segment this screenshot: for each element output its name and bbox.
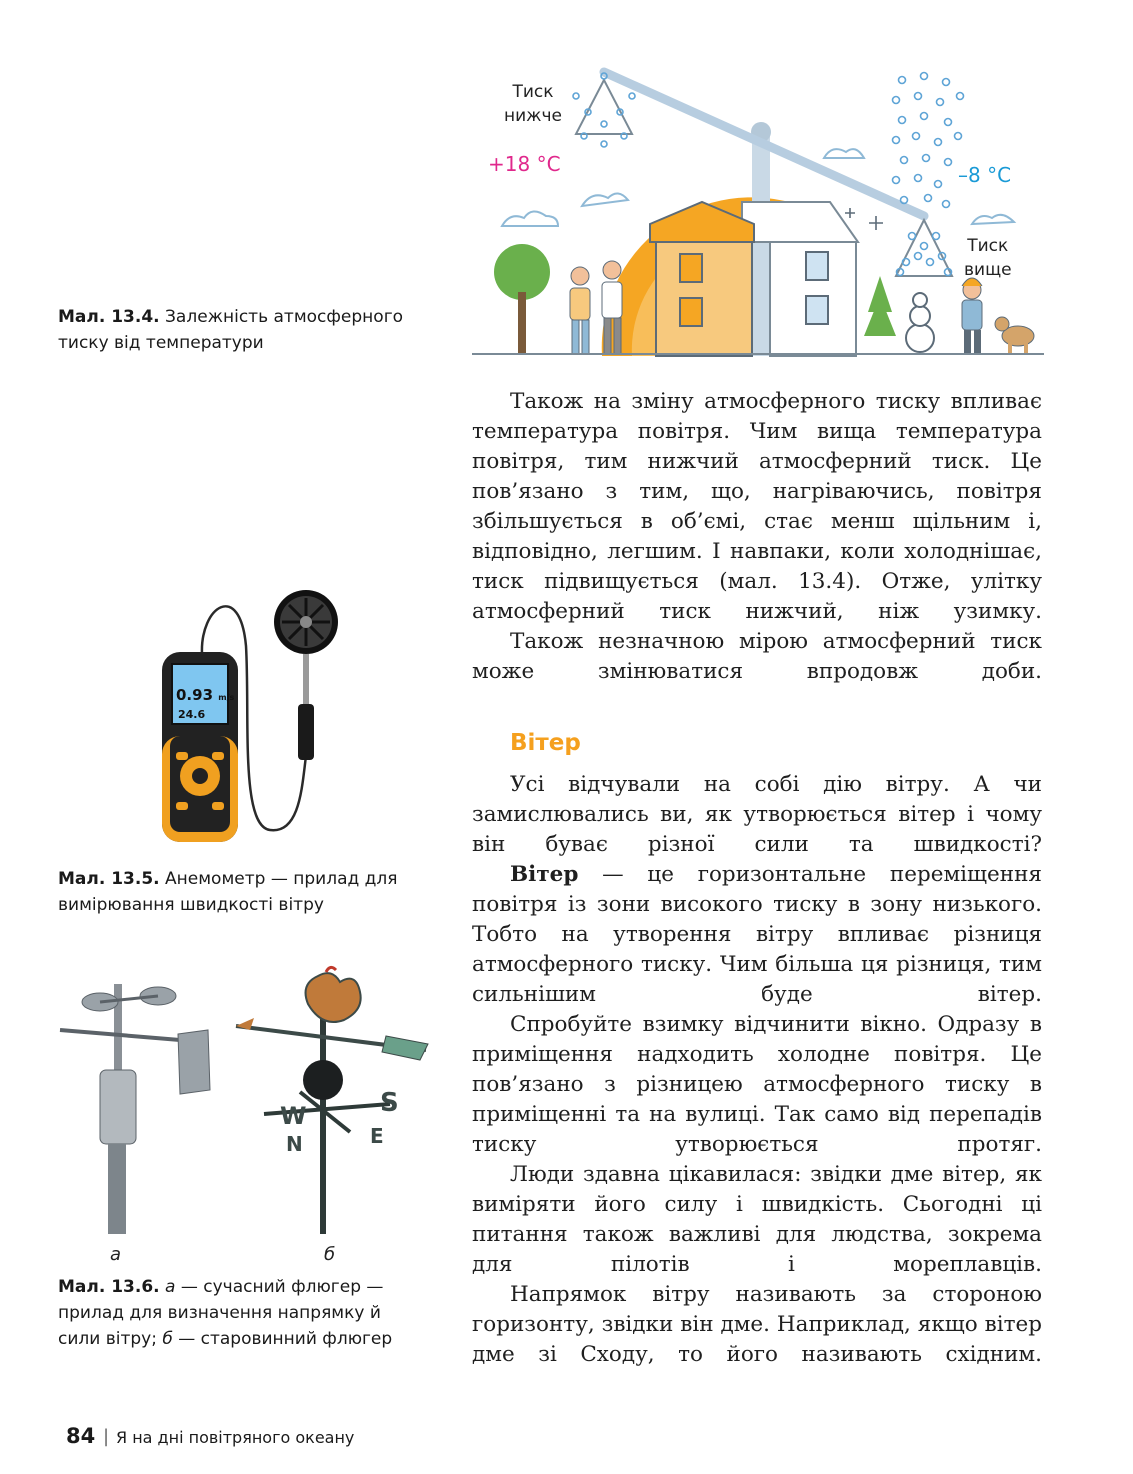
paragraph: Також на зміну атмосферного тиску впливає температура повітря. Чим вища температура повітря, тим нижчий атмосферний тиск. Це пов’язано з тим, що, нагріваючись, повітря збільшується в об’ємі, стає менш щільним і, відповідно, легшим. І навпаки, коли холоднішає, тиск підвищується (мал. 13.4). Отже, улітку атмосферний тиск нижчий, ніж узимку. (472, 389, 1042, 624)
caption-text: Залежність атмосферного тиску від температури (58, 307, 404, 353)
text-block-pressure (472, 387, 1042, 687)
dog-icon (995, 317, 1034, 354)
footer-separator: | (103, 1426, 110, 1447)
paragraph: Спробуйте взимку відчинити вікно. Одразу в приміщення надходить холодне повітря. Це пов’язано з різницею атмосферного тиску в приміщенні та на вулиці. Так само від перепадів тиску утворюється протяг. (472, 1012, 1042, 1157)
paragraph-definition: Вітер — це горизонтальне переміщення повітря із зони високого тиску в зону низького. Тобто на утворення вітру впливає різниця атмосферного тиску. Чим більша ця різниця, тим сильнішим буде вітер. (472, 862, 1042, 1007)
footer-section-title: Я на дні повітряного океану (116, 1428, 355, 1447)
temperature-warm: +18 °C (488, 152, 561, 176)
figure-pressure-temperature (472, 66, 1044, 358)
summer-house (656, 242, 752, 356)
rooster-weathervane-icon (236, 967, 428, 1234)
display-speed: 0.93 (176, 686, 214, 704)
paragraph: Напрямок вітру називають за стороною горизонту, звідки він дме. Наприклад, якщо вітер дме зі Сходу, то його називають східним. (472, 1282, 1042, 1367)
paragraph: Люди здавна цікавилася: звідки дме вітер, як виміряти його силу і швидкість. Сьогодні ці питання також важливі для людства, зокрема для пілотів і мореплавців. (472, 1162, 1042, 1277)
label-high-pressure: Тиск вище (964, 236, 1012, 280)
modern-weathervane-icon (60, 984, 210, 1234)
page-number: 84 (66, 1424, 96, 1448)
people-summer-icon (570, 261, 622, 354)
label-b: б (324, 1244, 336, 1265)
compass-south: S (380, 1088, 399, 1118)
figure-anemometer (150, 586, 380, 846)
temperature-cold: –8 °C (958, 163, 1012, 187)
child-winter-icon (962, 278, 982, 354)
cloud-icon (972, 215, 1014, 224)
caption-number: Мал. 13.4. (58, 307, 160, 327)
label-low-pressure: Тиск нижче (504, 82, 562, 126)
term-wind: Вітер (510, 862, 579, 887)
caption-figure-13-6 (58, 1274, 418, 1352)
compass-west: W (280, 1102, 307, 1130)
cloud-icon (824, 149, 864, 158)
caption-figure-13-4 (58, 304, 438, 356)
caption-a: а (165, 1277, 176, 1297)
tree-icon (494, 244, 550, 300)
compass-north: N (286, 1132, 303, 1156)
caption-text-1: — сучасний флюгер — прилад для визначення напрямку й сили вітру; (58, 1277, 384, 1349)
caption-number: Мал. 13.6. (58, 1277, 160, 1297)
figure-weathervanes (50, 964, 440, 1270)
caption-number: Мал. 13.5. (58, 869, 160, 889)
caption-b: б (162, 1329, 173, 1349)
caption-text: Анемометр — прилад для вимірювання швидкості вітру (58, 869, 398, 915)
text-block-wind (472, 770, 1042, 1370)
display-temp: 24.6 (178, 708, 206, 721)
paragraph: Також незначною мірою атмосферний тиск може змінюватися впродовж доби. (472, 629, 1042, 684)
caption-text-2: — старовинний флюгер (172, 1329, 393, 1349)
label-a: а (110, 1244, 122, 1265)
cloud-icon (502, 211, 558, 226)
section-heading: Вітер (510, 730, 581, 756)
caption-figure-13-5 (58, 866, 438, 918)
display-unit: m/s (218, 693, 235, 702)
cloud-icon (582, 193, 628, 206)
paragraph: Усі відчували на собі дію вітру. А чи замислювались ви, як утворюється вітер і чому він буває різної сили та швидкості? (472, 772, 1042, 857)
snowman-icon (906, 293, 934, 352)
compass-east: E (370, 1124, 384, 1148)
